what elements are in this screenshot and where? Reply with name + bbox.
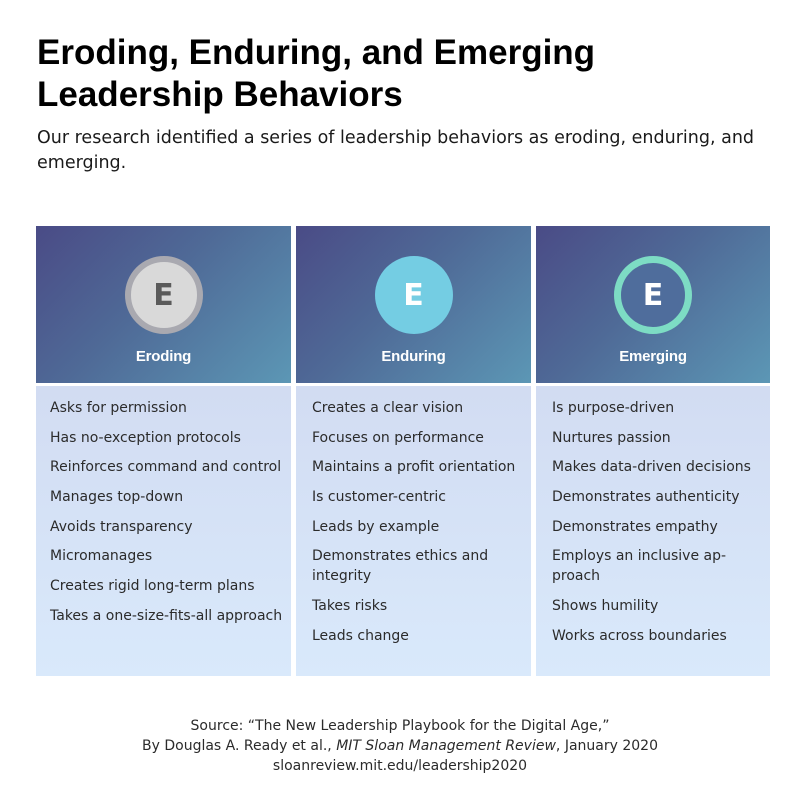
source-line-1: Source: “The New Leadership Playbook for the Digital Age,” <box>190 718 610 734</box>
list-item: Nurtures passion <box>552 429 671 446</box>
list-item: Is purpose-driven <box>552 400 675 416</box>
column-header-emerging <box>536 226 770 383</box>
source-citation <box>0 716 800 776</box>
list-item: Demonstrates empathy <box>552 518 718 535</box>
list-item: Takes a one-size-fits-all approach <box>50 607 283 624</box>
list-item: Avoids transparency <box>50 518 193 535</box>
source-line-2 <box>0 736 800 756</box>
column-label-emerging: Emerging <box>619 348 687 365</box>
source-journal: MIT Sloan Management Review <box>336 738 556 754</box>
column-list-emerging <box>536 386 770 676</box>
list-item: Leads change <box>312 627 409 644</box>
list-item: Has no-exception protocols <box>50 429 241 446</box>
list-item: Works across boundaries <box>552 627 727 644</box>
column-label-enduring: Enduring <box>381 348 446 365</box>
column-emerging <box>536 226 770 676</box>
list-item: Reinforces command and control <box>50 459 282 476</box>
column-header-eroding <box>36 226 291 383</box>
list-item: Demonstrates authenticity <box>552 489 740 506</box>
list-item: Micromanages <box>50 548 153 565</box>
eroding-e-icon: E <box>125 256 203 334</box>
list-item: Focuses on performance <box>312 429 484 446</box>
page-subtitle: Our research identified a series of leadership behaviors as eroding, enduring, and emerging. <box>37 128 755 173</box>
column-header-enduring <box>296 226 531 383</box>
list-item: Shows humility <box>552 598 659 615</box>
list-item: Employs an inclusive ap-proach <box>552 548 727 585</box>
list-item: Manages top-down <box>50 489 184 506</box>
list-item: Demonstrates ethics and integrity <box>312 548 489 585</box>
source-date: , January 2020 <box>555 738 658 754</box>
column-enduring <box>296 226 531 676</box>
column-list-eroding <box>36 386 291 676</box>
list-item: Makes data-driven decisions <box>552 459 751 476</box>
page-title: Eroding, Enduring, and Emerging Leadership Behaviors <box>37 33 596 114</box>
list-item: Creates a clear vision <box>312 400 464 416</box>
list-item: Takes risks <box>312 598 388 615</box>
source-url: sloanreview.mit.edu/leadership2020 <box>272 758 528 774</box>
list-item: Maintains a profit orientation <box>312 459 516 476</box>
column-list-enduring <box>296 386 531 676</box>
behaviors-grid <box>36 226 770 676</box>
list-item: Is customer-centric <box>312 489 446 506</box>
column-eroding <box>36 226 291 676</box>
list-item: Leads by example <box>312 518 440 535</box>
enduring-e-icon: E <box>375 256 453 334</box>
list-item: Creates rigid long-term plans <box>50 578 255 595</box>
column-label-eroding: Eroding <box>135 348 192 365</box>
source-authors: By Douglas A. Ready et al., <box>142 738 337 754</box>
list-item: Asks for permission <box>50 400 187 416</box>
emerging-e-icon: E <box>614 256 692 334</box>
